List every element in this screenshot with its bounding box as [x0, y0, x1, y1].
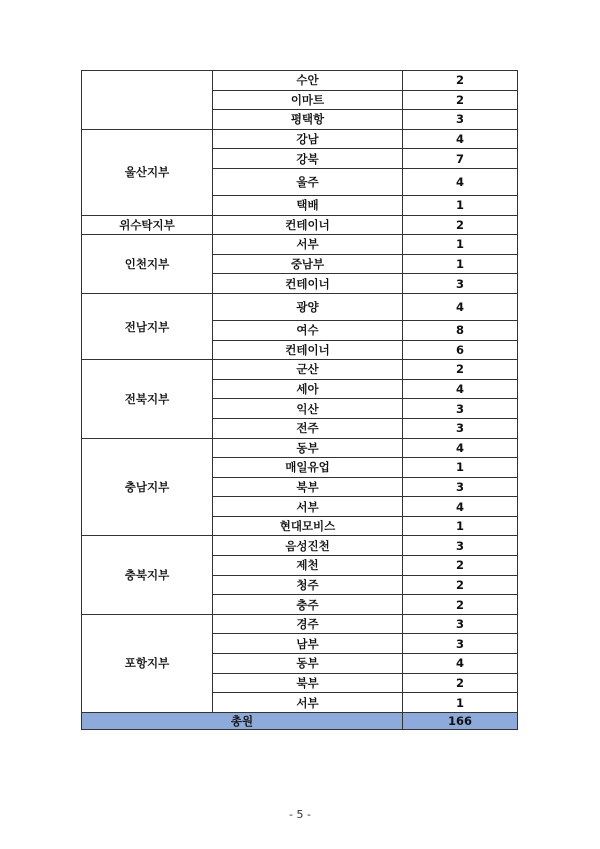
region-cell: 전남지부: [82, 293, 213, 359]
count-cell: 1: [403, 195, 518, 215]
count-cell: 3: [403, 614, 518, 634]
count-cell: 2: [403, 673, 518, 693]
count-cell: 3: [403, 477, 518, 497]
unit-cell: 서부: [213, 693, 403, 713]
count-cell: 4: [403, 379, 518, 399]
unit-cell: 군산: [213, 360, 403, 380]
unit-cell: 동부: [213, 438, 403, 458]
count-cell: 2: [403, 90, 518, 110]
count-cell: 4: [403, 129, 518, 149]
unit-cell: 광양: [213, 293, 403, 320]
unit-cell: 남부: [213, 634, 403, 654]
page-number: - 5 -: [289, 808, 311, 821]
count-cell: 3: [403, 110, 518, 130]
total-count: 166: [403, 712, 518, 729]
unit-cell: 컨테이너: [213, 340, 403, 360]
region-cell: 위수탁지부: [82, 215, 213, 235]
table-body: [82, 71, 518, 713]
unit-cell: 이마트: [213, 90, 403, 110]
unit-cell: 강북: [213, 149, 403, 169]
unit-cell: 동부: [213, 654, 403, 674]
count-cell: 2: [403, 575, 518, 595]
unit-cell: 청주: [213, 575, 403, 595]
unit-cell: 서부: [213, 235, 403, 255]
table-row: [82, 614, 518, 634]
region-cell: 충남지부: [82, 438, 213, 536]
count-cell: 4: [403, 497, 518, 517]
unit-cell: 현대모비스: [213, 516, 403, 536]
count-cell: 1: [403, 235, 518, 255]
count-cell: 3: [403, 274, 518, 294]
count-cell: 1: [403, 693, 518, 713]
region-cell: 인천지부: [82, 235, 213, 294]
region-cell: 충북지부: [82, 536, 213, 614]
unit-cell: 컨테이너: [213, 215, 403, 235]
table-row: [82, 235, 518, 255]
count-cell: 2: [403, 595, 518, 615]
unit-cell: 택배: [213, 195, 403, 215]
unit-cell: 평택항: [213, 110, 403, 130]
membership-table: [81, 70, 518, 730]
region-cell: [82, 71, 213, 130]
region-cell: 포항지부: [82, 614, 213, 712]
unit-cell: 익산: [213, 399, 403, 419]
count-cell: 2: [403, 360, 518, 380]
total-label: 총원: [82, 712, 403, 729]
count-cell: 1: [403, 516, 518, 536]
table-row: [82, 536, 518, 556]
count-cell: 2: [403, 556, 518, 576]
table-row: [82, 215, 518, 235]
count-cell: 3: [403, 418, 518, 438]
unit-cell: 충주: [213, 595, 403, 615]
unit-cell: 서부: [213, 497, 403, 517]
count-cell: 3: [403, 399, 518, 419]
table-row: [82, 129, 518, 149]
count-cell: 4: [403, 168, 518, 195]
count-cell: 2: [403, 215, 518, 235]
count-cell: 1: [403, 254, 518, 274]
count-cell: 2: [403, 71, 518, 91]
count-cell: 3: [403, 536, 518, 556]
count-cell: 7: [403, 149, 518, 169]
count-cell: 1: [403, 458, 518, 478]
region-cell: 울산지부: [82, 129, 213, 215]
unit-cell: 세아: [213, 379, 403, 399]
unit-cell: 북부: [213, 673, 403, 693]
unit-cell: 컨테이너: [213, 274, 403, 294]
count-cell: 3: [403, 634, 518, 654]
count-cell: 6: [403, 340, 518, 360]
unit-cell: 경주: [213, 614, 403, 634]
unit-cell: 제천: [213, 556, 403, 576]
unit-cell: 중남부: [213, 254, 403, 274]
unit-cell: 울주: [213, 168, 403, 195]
count-cell: 8: [403, 320, 518, 340]
table-row: [82, 293, 518, 320]
unit-cell: 수안: [213, 71, 403, 91]
unit-cell: 매일유업: [213, 458, 403, 478]
count-cell: 4: [403, 293, 518, 320]
region-cell: 전북지부: [82, 360, 213, 438]
total-row: [82, 712, 518, 729]
unit-cell: 여수: [213, 320, 403, 340]
table-row: [82, 438, 518, 458]
unit-cell: 강남: [213, 129, 403, 149]
unit-cell: 음성진천: [213, 536, 403, 556]
count-cell: 4: [403, 654, 518, 674]
table-row: [82, 71, 518, 91]
unit-cell: 전주: [213, 418, 403, 438]
count-cell: 4: [403, 438, 518, 458]
unit-cell: 북부: [213, 477, 403, 497]
table-row: [82, 360, 518, 380]
